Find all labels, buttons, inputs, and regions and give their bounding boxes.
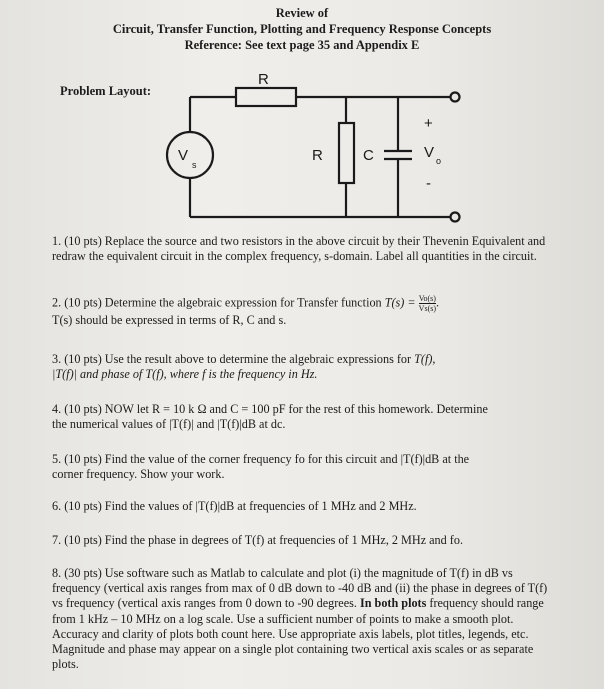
question-8 (52, 566, 557, 672)
question-3-transfer: T(f), (414, 352, 436, 366)
shunt-resistor (339, 123, 354, 183)
problem-layout-label: Problem Layout: (60, 84, 152, 98)
header-line-1: Review of (275, 6, 329, 20)
question-7: 7. (10 pts) Find the phase in degrees of T(f) at frequencies of 1 MHz, 2 MHz and fo. (52, 533, 463, 547)
fraction-denominator: Vs(s) (418, 304, 437, 313)
question-8-text-2: frequency should range from 1 kHz – 10 MHz on a log scale. Use a sufficient number of points to make a smooth plot. Accuracy and clarity of plots both count here. Use appropriate axis labels, plot titles, legends, etc. Magnitude and phase may appear on a single plot containing two vertical axis scales or as separate plots. (52, 596, 544, 672)
output-terminal-bottom (451, 213, 460, 222)
question-1: 1. (10 pts) Replace the source and two resistors in the above circuit by their Thevenin Equivalent and redraw the equivalent circuit in the complex frequency, s-domain. Label all quantities in the circuit. (52, 234, 546, 264)
question-5-line-1: 5. (10 pts) Find the value of the corner frequency fo for this circuit and |T(f)|dB at the (52, 452, 470, 466)
question-8-text: 8. (30 pts) Use software such as Matlab to calculate and plot (i) the magnitude of T(f) in dB vs frequency (vertical axis ranges from max of 0 dB down to -40 dB and (ii) the phase in degrees of T(f) vs frequency (vertical axis ranges from 0 down to -90 degrees. (52, 566, 548, 611)
question-3-text: 3. (10 pts) Use the result above to determine the algebraic expressions for (52, 352, 415, 366)
question-6: 6. (10 pts) Find the values of |T(f)|dB at frequencies of 1 MHz and 2 MHz. (52, 499, 417, 513)
question-2-fraction (419, 294, 436, 313)
series-resistor (236, 88, 296, 106)
vout-label: V (424, 144, 435, 161)
source-label: V (178, 147, 189, 164)
capacitor-label: C (363, 147, 374, 164)
output-minus-label: - (426, 175, 431, 192)
question-3-line-2: |T(f)| and phase of T(f), where f is the frequency in Hz. (52, 367, 318, 382)
question-4-line-1: 4. (10 pts) NOW let R = 10 k Ω and C = 100 pF for the rest of this homework. Determine (52, 402, 488, 416)
fraction-numerator: Vo(s) (418, 294, 436, 303)
question-2: 2. (10 pts) Determine the algebraic expression for Transfer function T(s) = $\frac{Vo(s)}{Vs(s)}$ . T(s) should be expressed in terms of R, C and s. (52, 294, 557, 328)
voltage-source (167, 132, 213, 178)
question-3 (52, 352, 557, 382)
question-5-line-2: corner frequency. Show your work. (52, 467, 225, 482)
question-2-text: 2. (10 pts) Determine the algebraic expression for Transfer function (52, 295, 385, 310)
source-label-sub: s (192, 160, 197, 170)
question-2-transfer: T(s) = (384, 295, 416, 310)
shunt-resistor-label: R (312, 147, 323, 164)
series-resistor-label: R (258, 71, 269, 88)
question-4-line-2: the numerical values of |T(f)| and |T(f)|dB at dc. (52, 417, 286, 432)
output-plus-label: + (424, 115, 433, 132)
question-8-bold: In both plots (359, 596, 427, 611)
question-4 (52, 402, 557, 432)
question-5 (52, 452, 557, 482)
vout-label-sub: o (436, 156, 442, 166)
header-line-2: Circuit, Transfer Function, Plotting and Frequency Response Concepts (112, 22, 492, 36)
header-line-3: Reference: See text page 35 and Appendix E (184, 38, 420, 52)
circuit-diagram (0, 0, 604, 230)
output-terminal-top (451, 93, 460, 102)
question-2-line-2: T(s) should be expressed in terms of R, C and s. (52, 313, 287, 327)
